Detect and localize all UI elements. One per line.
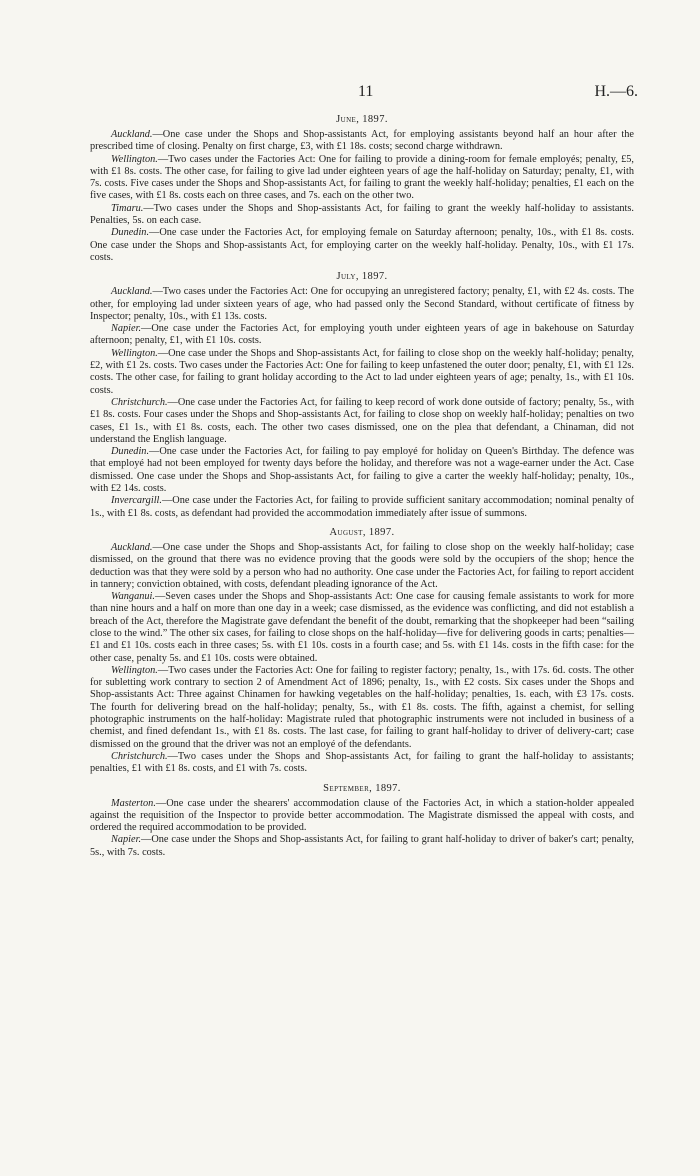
- case-paragraph: [90, 227, 634, 264]
- case-text: —One case under the Factories Act, for failing to pay employé for holiday on Queen's Birthday. The defence was that employé had not been employed for twenty days before the holiday, and therefore was not a wage-earner under the Act. Case dismissed. One case under the Shops and Shop-assistants Act, for failing to give a carter the weekly half-holiday; penalty, 10s., with £2 14s. costs.: [90, 446, 634, 495]
- place-name: Christchurch.: [111, 750, 168, 762]
- place-name: Dunedin.: [111, 446, 150, 458]
- section-june: [90, 114, 634, 264]
- case-paragraph: [90, 348, 634, 397]
- place-name: Invercargill.: [111, 495, 162, 507]
- case-text: —One case under the Factories Act, for employing female on Saturday afternoon; penalty, 10s., with £1 8s. costs. One case under the Shops and Shop-assistants Act, for employing carter on the weekly half-holiday. Penalty, 10s., with £1 17s. costs.: [90, 227, 634, 263]
- place-name: Dunedin.: [111, 227, 150, 239]
- case-paragraph: [90, 542, 634, 591]
- case-text: —One case under the shearers' accommodation clause of the Factories Act, in which a station-holder appealed against the requisition of the Inspector to provide better accommodation. The Magistrate dismissed the appeal with costs, and ordered the required accommodation to be provided.: [90, 797, 634, 834]
- case-paragraph: [90, 154, 634, 203]
- document-reference: H.—6.: [594, 83, 638, 100]
- place-name: Auckland.: [111, 541, 153, 553]
- place-name: Wellington.: [111, 347, 158, 359]
- case-text: —One case under the Shops and Shop-assistants Act, for failing to close shop on the weekly half-holiday; penalty, £2, with £1 2s. costs. Two cases under the Factories Act: One for failing to keep unfastened the outer door; penalty, £1, with £1 12s. costs. The other case, for failing to grant holiday according to the Act to lad under eighteen years of age; penalty, 1s., with £1 10s. costs.: [90, 347, 634, 396]
- place-name: Timaru.: [111, 202, 144, 214]
- place-name: Wellington.: [111, 153, 158, 165]
- case-paragraph: [90, 665, 634, 751]
- place-name: Auckland.: [111, 129, 153, 140]
- case-text: —Seven cases under the Shops and Shop-assistants Act: One case for causing female assistants to work for more than nine hours and a half on more than one day in a week; case dismissed, as the evidence was conflicting, and did not establish a breach of the Act, therefore the Magistrate gave defendant the benefit of the doubt, remarking that the shopkeeper had been “sailing close to the wind.” The other six cases, for failing to close shops on the half-holiday—five for delivering goods in carts; penalties—£1 and £1 10s. costs each in three cases; 5s. with £1 10s. costs in a fourth case; and 5s. with £1 14s. costs in the fifth case: for the other case, penalty 5s. and £1 10s. costs were obtained.: [90, 591, 634, 664]
- case-text: —One case under the Shops and Shop-assistants Act, for failing to grant half-holiday to driver of baker's cart; penalty, 5s., with 7s. costs.: [90, 834, 634, 858]
- place-name: Christchurch.: [111, 396, 168, 408]
- case-paragraph: [90, 446, 634, 495]
- case-paragraph: [90, 397, 634, 446]
- place-name: Masterton.: [111, 797, 156, 809]
- case-text: —Two cases under the Factories Act: One for failing to register factory; penalty, 1s., with 17s. 6d. costs. The other for subletting work contrary to section 2 of Amendment Act of 1896; penalty, 1s., with £2 costs. Six cases under the Shops and Shop-assistants Act: Three against Chinamen for hawking vegetables on the half-holiday; penalties, 1s. each, with £3 17s. costs. The fourth for delivering bread on the half-holiday; penalty, 5s., with £1 8s. costs. The fifth, against a chemist, for selling photographic instruments on the half-holiday: Magistrate ruled that photographic instruments were not included in business of a chemist, and fined defendant 1s., with £1 8s. costs. The last case, for failing to grant half-holiday to driver of delivery-cart; case dismissed on the ground that the driver was not an employé of the defendants.: [90, 664, 634, 750]
- place-name: Napier.: [111, 834, 142, 846]
- case-paragraph: [90, 286, 634, 323]
- case-paragraph: [90, 798, 634, 835]
- case-text: —One case under the Shops and Shop-assistants Act, for employing assistants beyond half an hour after the prescribed time of closing. Penalty on first charge, £3, with £1 18s. costs; second charge withdrawn.: [90, 129, 634, 153]
- case-text: —One case under the Factories Act, for employing youth under eighteen years of age in bakehouse on Saturday afternoon; penalty, £1, with £1 10s. costs.: [90, 323, 634, 347]
- section-august: [90, 527, 634, 776]
- case-text: —One case under the Shops and Shop-assistants Act, for failing to close shop on the weekly half-holiday; case dismissed, on the ground that there was no evidence proving that the goods were sold by the occupiers of the shop; hence the deduction was that they were sold by a person who had no authority. One case under the Factories Act, for failing to report accident in tannery; conviction obtained, with costs, defendant pleading ignorance of the Act.: [90, 541, 634, 590]
- place-name: Wanganui.: [111, 591, 155, 603]
- case-paragraph: [90, 129, 634, 154]
- case-paragraph: [90, 591, 634, 665]
- case-paragraph: [90, 751, 634, 776]
- page-number: 11: [358, 83, 374, 100]
- case-text: —Two cases under the Factories Act: One for failing to provide a dining-room for female employés; penalty, £5, with £1 8s. costs. The other case, for failing to give lad under eighteen years of age the half-holiday on Saturday; penalty, £1, with 7s. costs. Five cases under the Shops and Shop-assistants Act, for failing to grant the weekly half-holiday; penalties, £1 each on the five cases, with £1 8s. costs each on three cases, and 7s. each on the other two.: [90, 153, 634, 202]
- case-text: —Two cases under the Shops and Shop-assistants Act, for failing to grant the weekly half-holiday to assistants. Penalties, 5s. on each case.: [90, 202, 634, 227]
- case-paragraph: [90, 203, 634, 228]
- case-text: —Two cases under the Factories Act: One for occupying an unregistered factory; penalty, £1, with £2 4s. costs. The other, for employing lad under sixteen years of age, who had passed only the Second Standard, without certificate of fitness by Inspector; penalty, 10s., with £1 13s. costs.: [90, 286, 634, 322]
- section-heading: July, 1897.: [336, 271, 388, 283]
- case-text: —One case under the Factories Act, for failing to provide sufficient sanitary accommodation; nominal penalty of 1s., with £1 8s. costs, as defendant had provided the accommodation immediately after issue of summons.: [90, 495, 634, 519]
- section-july: [90, 271, 634, 520]
- case-paragraph: [90, 834, 634, 859]
- place-name: Wellington.: [111, 664, 158, 676]
- case-text: —One case under the Factories Act, for failing to keep record of work done outside of factory; penalty, 5s., with £1 8s. costs. Four cases under the Shops and Shop-assistants Act, for failing to close shop on weekly half-holiday; penalties on two cases, £1 1s., with £1 8s. costs, each. The other two cases dismissed, one on the plea that defendant, a Chinaman, did not understand the English language.: [90, 396, 634, 445]
- place-name: Napier.: [111, 323, 142, 335]
- section-september: [90, 783, 634, 859]
- place-name: Auckland.: [111, 286, 153, 298]
- section-heading: June, 1897.: [336, 114, 388, 125]
- report-body: [90, 114, 634, 866]
- section-heading: September, 1897.: [323, 782, 401, 794]
- page-header: [0, 83, 700, 103]
- section-heading: August, 1897.: [329, 526, 395, 538]
- case-text: —Two cases under the Shops and Shop-assistants Act, for failing to grant the half-holiday to assistants; penalties, £1 with £1 8s. costs, and £1 with 7s. costs.: [90, 750, 634, 775]
- case-paragraph: [90, 323, 634, 348]
- case-paragraph: [90, 495, 634, 520]
